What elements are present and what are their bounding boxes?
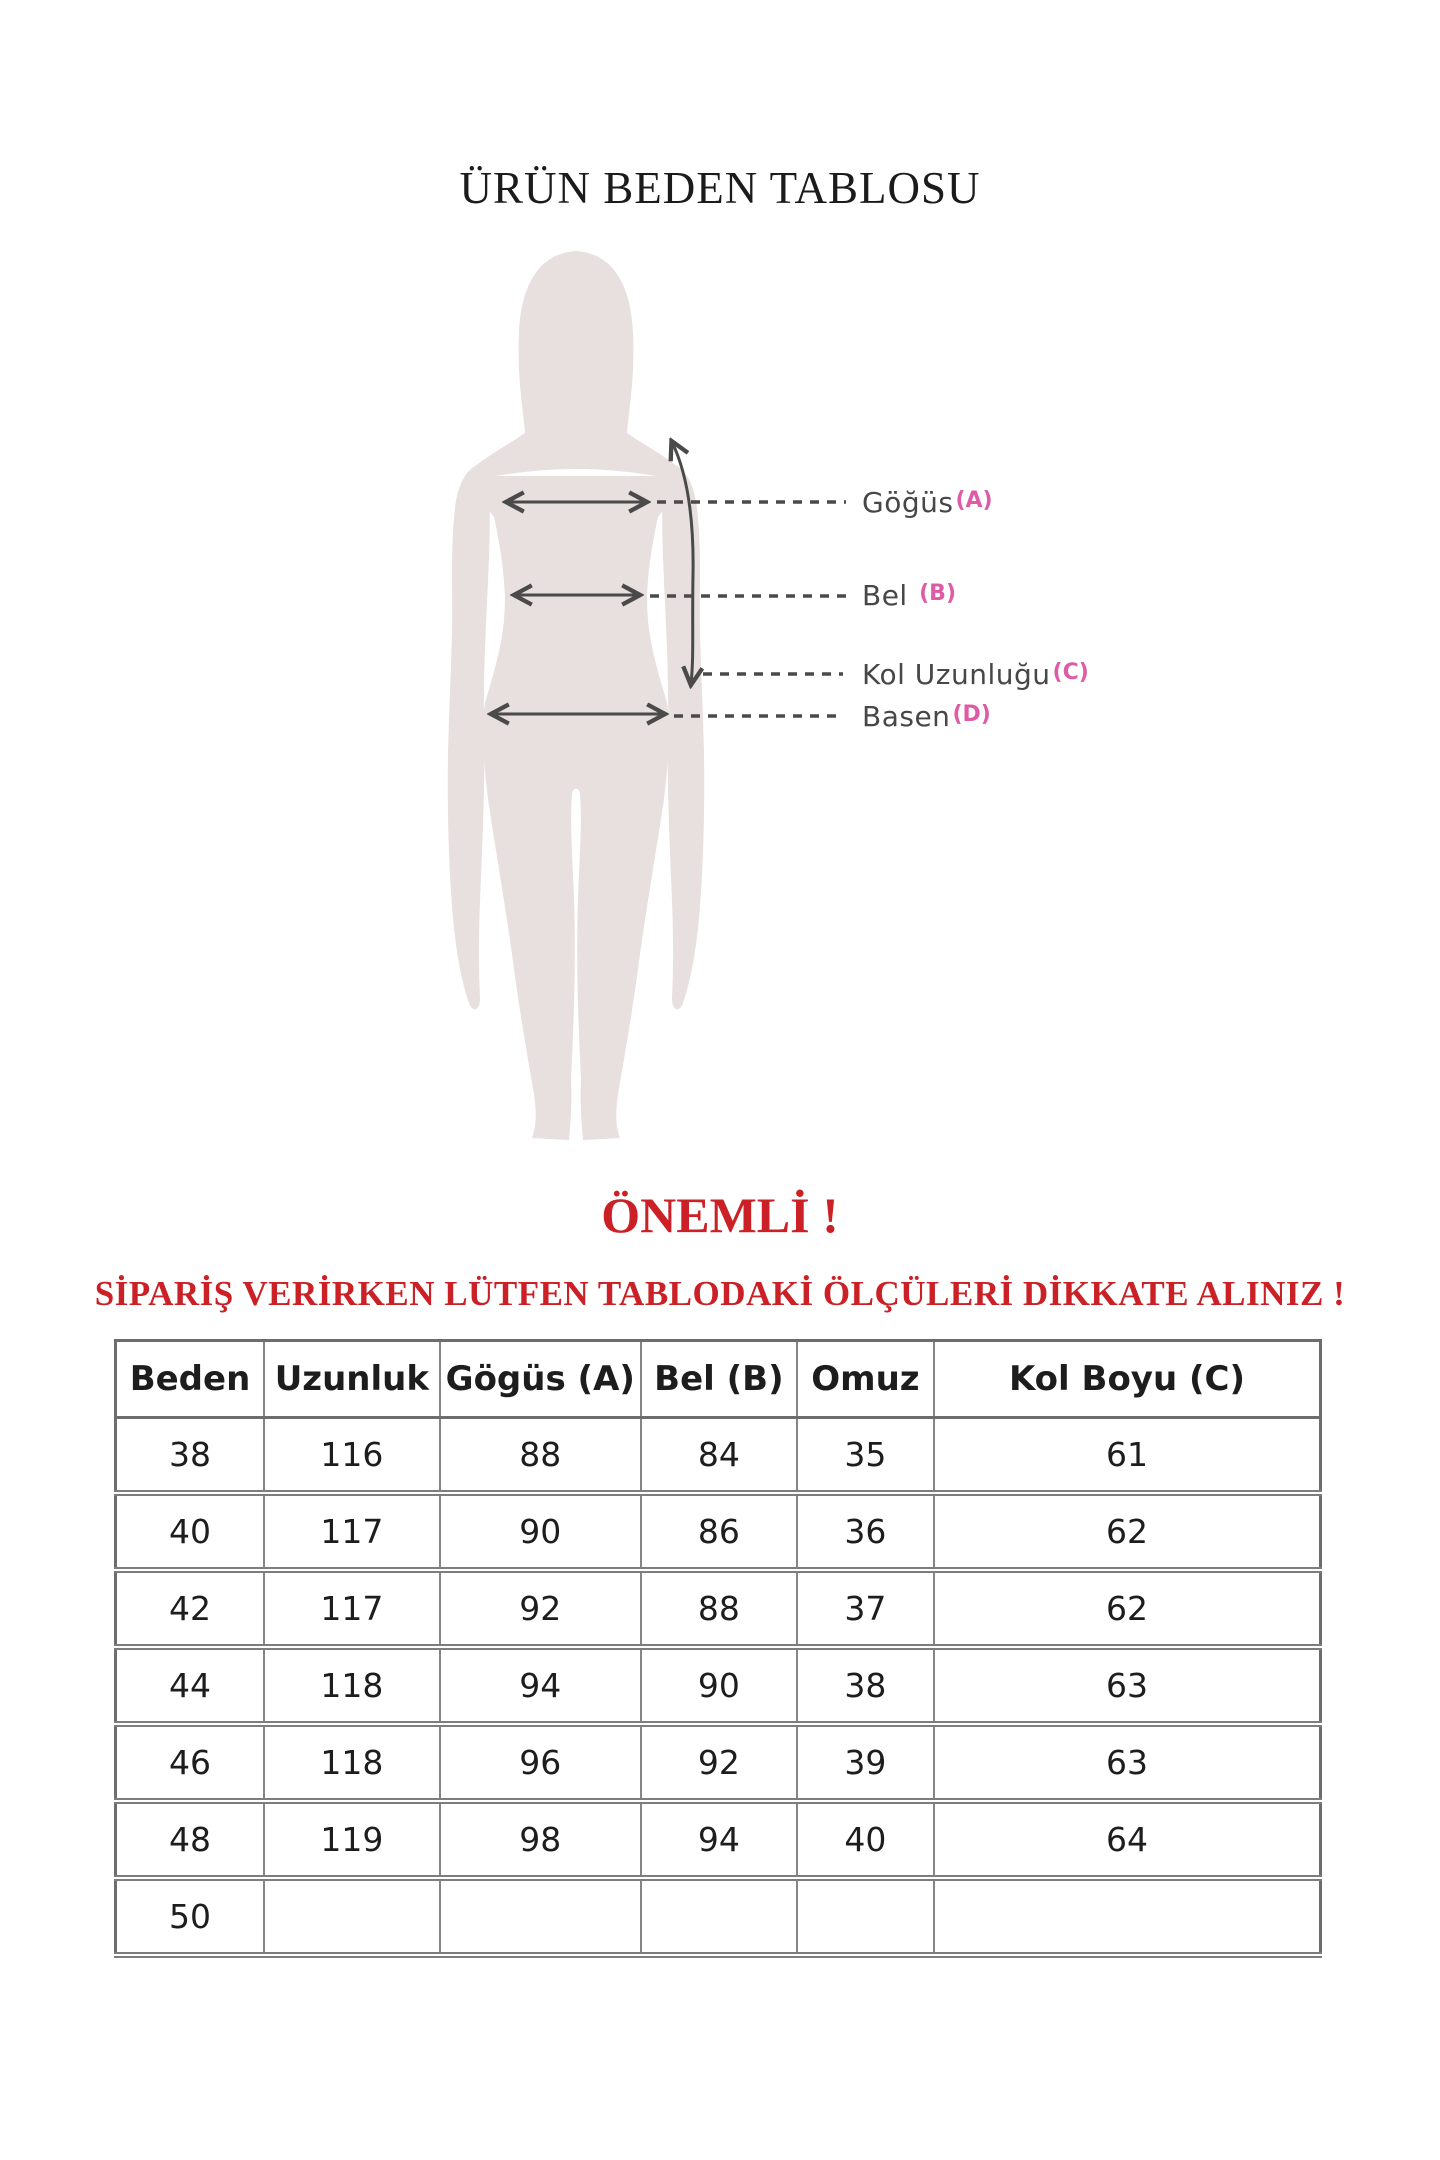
size-cell: 118	[264, 1647, 440, 1724]
size-cell: 88	[641, 1570, 797, 1647]
size-cell: 38	[116, 1418, 265, 1494]
size-cell: 94	[440, 1647, 641, 1724]
size-cell: 48	[116, 1801, 265, 1878]
size-cell: 40	[116, 1493, 265, 1570]
column-header: Omuz	[797, 1341, 934, 1418]
size-table	[114, 1339, 1322, 1958]
size-cell: 86	[641, 1493, 797, 1570]
size-cell: 118	[264, 1724, 440, 1801]
table-row	[116, 1493, 1321, 1570]
size-cell: 84	[641, 1418, 797, 1494]
size-cell: 62	[934, 1570, 1321, 1647]
size-cell: 94	[641, 1801, 797, 1878]
size-cell: 61	[934, 1418, 1321, 1494]
size-cell: 117	[264, 1493, 440, 1570]
size-cell: 116	[264, 1418, 440, 1494]
order-warning-text: SİPARİŞ VERİRKEN LÜTFEN TABLODAKİ ÖLÇÜLERİ DİKKATE ALINIZ !	[94, 1274, 1346, 1313]
measurement-label-hip-text: Basen	[862, 700, 951, 733]
size-cell: 35	[797, 1418, 934, 1494]
size-cell: 98	[440, 1801, 641, 1878]
size-cell	[264, 1878, 440, 1955]
size-cell: 38	[797, 1647, 934, 1724]
size-cell: 62	[934, 1493, 1321, 1570]
body-silhouette-left-arm	[448, 463, 490, 1009]
size-cell: 63	[934, 1724, 1321, 1801]
measurement-code-b: (B)	[919, 581, 957, 606]
size-table-head-row	[116, 1341, 1321, 1418]
size-cell: 63	[934, 1647, 1321, 1724]
size-cell: 64	[934, 1801, 1321, 1878]
column-header: Uzunluk	[264, 1341, 440, 1418]
size-cell: 92	[440, 1570, 641, 1647]
page-title: ÜRÜN BEDEN TABLOSU	[459, 163, 981, 213]
size-cell: 90	[641, 1647, 797, 1724]
measurement-label-chest-text: Göğüs	[862, 486, 954, 519]
table-row	[116, 1801, 1321, 1878]
size-cell: 44	[116, 1647, 265, 1724]
measurement-label-arm-length	[862, 658, 1089, 692]
table-row	[116, 1570, 1321, 1647]
size-cell	[440, 1878, 641, 1955]
size-cell: 117	[264, 1570, 440, 1647]
table-row	[116, 1878, 1321, 1955]
size-cell: 96	[440, 1724, 641, 1801]
size-cell	[641, 1878, 797, 1955]
size-cell: 119	[264, 1801, 440, 1878]
table-row	[116, 1647, 1321, 1724]
measurement-label-chest	[862, 486, 993, 520]
important-heading: ÖNEMLİ !	[601, 1187, 839, 1243]
measurement-label-waist-text: Bel	[862, 579, 918, 612]
column-header: Beden	[116, 1341, 265, 1418]
body-silhouette-head	[468, 251, 684, 481]
column-header: Bel (B)	[641, 1341, 797, 1418]
measurement-label-arm-length-text: Kol Uzunluğu	[862, 658, 1051, 691]
size-table-head	[116, 1341, 1321, 1418]
size-cell: 42	[116, 1570, 265, 1647]
size-cell: 50	[116, 1878, 265, 1955]
size-cell: 90	[440, 1493, 641, 1570]
body-silhouette-right-arm	[662, 463, 704, 1009]
size-cell: 40	[797, 1801, 934, 1878]
table-row	[116, 1724, 1321, 1801]
measurement-label-hip	[862, 700, 991, 734]
size-cell: 36	[797, 1493, 934, 1570]
measurement-code-c: (C)	[1052, 660, 1089, 685]
measurement-label-waist	[862, 579, 956, 613]
size-cell: 92	[641, 1724, 797, 1801]
size-cell	[934, 1878, 1321, 1955]
size-table-body	[116, 1418, 1321, 1956]
column-header: Gögüs (A)	[440, 1341, 641, 1418]
measurement-code-a: (A)	[955, 488, 993, 513]
column-header: Kol Boyu (C)	[934, 1341, 1321, 1418]
size-cell: 46	[116, 1724, 265, 1801]
measurement-code-d: (D)	[952, 702, 991, 727]
size-cell: 39	[797, 1724, 934, 1801]
size-cell	[797, 1878, 934, 1955]
table-row	[116, 1418, 1321, 1494]
body-silhouette-torso	[469, 476, 683, 1140]
size-cell: 37	[797, 1570, 934, 1647]
size-cell: 88	[440, 1418, 641, 1494]
